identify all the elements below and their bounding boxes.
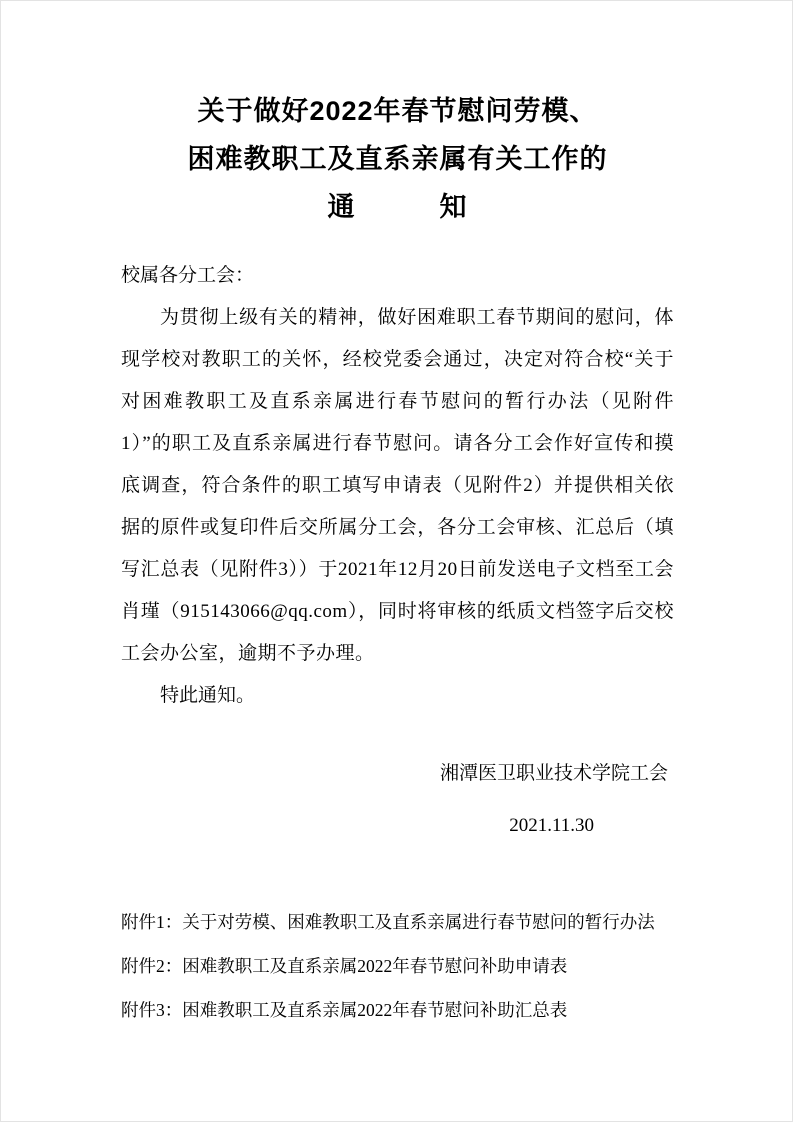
attachment-item-3: 附件3：困难教职工及直系亲属2022年春节慰问补助汇总表 [121, 1000, 568, 1020]
salutation: 校属各分工会： [121, 265, 255, 286]
title-line-1: 关于做好2022年春节慰问劳模、 [197, 96, 598, 126]
attachment-item-2: 附件2：困难教职工及直系亲属2022年春节慰问补助申请表 [121, 956, 568, 976]
signature-date: 2021.11.30 [509, 815, 594, 836]
signature-org: 湘潭医卫职业技术学院工会 [439, 763, 668, 784]
attachments-list [121, 905, 674, 1027]
document-title [121, 87, 674, 231]
signature-block [121, 759, 674, 841]
attachment-item-1: 附件1：关于对劳模、困难教职工及直系亲属进行春节慰问的暂行办法 [121, 912, 655, 932]
title-line-3: 通 知 [327, 192, 468, 222]
body-paragraph: 为贯彻上级有关的精神，做好困难职工春节期间的慰问，体现学校对教职工的关怀，经校党委会通过，决定对符合校“关于对困难教职工及直系亲属进行春节慰问的暂行办法（见附件1）”的职工及直系亲属进行春节慰问。请各分工会作好宣传和摸底调查，符合条件的职工填写申请表（见附件2）并提供相关依据的原件或复印件后交所属分工会，各分工会审核、汇总后（填写汇总表（见附件3））于2021年12月20日前发送电子文档至工会肖瑾（915143066@qq.com），同时将审核的纸质文档签字后交校工会办公室，逾期不予办理。 [121, 307, 674, 664]
closing-line: 特此通知。 [159, 685, 255, 706]
title-line-2: 困难教职工及直系亲属有关工作的 [187, 144, 608, 174]
